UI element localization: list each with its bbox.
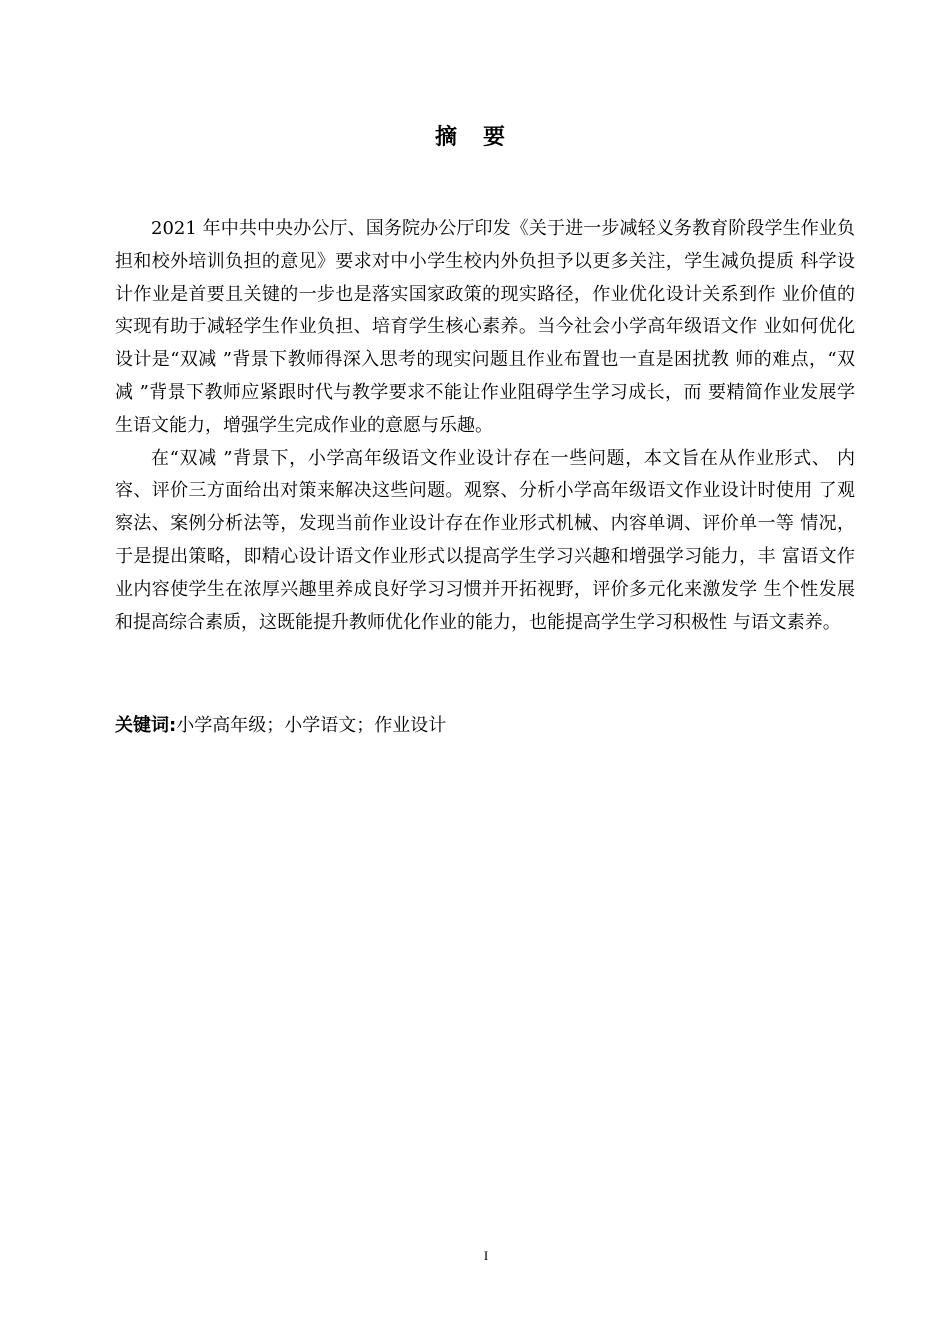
page-number: I	[483, 1248, 489, 1263]
keywords-label: 关键词:	[115, 715, 177, 736]
abstract-title: 摘要	[434, 125, 531, 150]
abstract-body	[115, 213, 855, 639]
abstract-paragraph-2: 在“双减 ”背景下，小学高年级语文作业设计存在一些问题，本文旨在从作业形式、 内容、评价三方面给出对策来解决这些问题。观察、分析小学高年级语文作业设计时使用 了观察法、案例分析法等，发现当前作业设计存在作业形式机械、内容单调、评价单一等 情况，于是提出策略，即精心设计语文作业形式以提高学生学习兴趣和增强学习能力，丰 富语文作业内容使学生在浓厚兴趣里养成良好学习习惯并开拓视野，评价多元化来激发学 生个性发展和提高综合素质，这既能提升教师优化作业的能力，也能提高学生学习积极性 与语文素养。	[115, 447, 855, 633]
abstract-paragraph-1: 2021 年中共中央办公厅、国务院办公厅印发《关于进一步减轻义务教育阶段学生作业负担和校外培训负担的意见》要求对中小学生校内外负担予以更多关注，学生减负提质 科学设计作业是首要且关键的一步也是落实国家政策的现实路径，作业优化设计关系到作 业价值的实现有助于减轻学生作业负担、培育学生核心素养。当今社会小学高年级语文作 业如何优化设计是“双减 ”背景下教师得深入思考的现实问题且作业布置也一直是困扰教 师的难点，“双减 ”背景下教师应紧跟时代与教学要求不能让作业阻碍学生学习成长，而 要精简作业发展学生语文能力，增强学生完成作业的意愿与乐趣。	[115, 218, 855, 436]
keywords-line	[115, 711, 855, 741]
keywords-value: 小学高年级；小学语文；作业设计	[176, 715, 447, 736]
